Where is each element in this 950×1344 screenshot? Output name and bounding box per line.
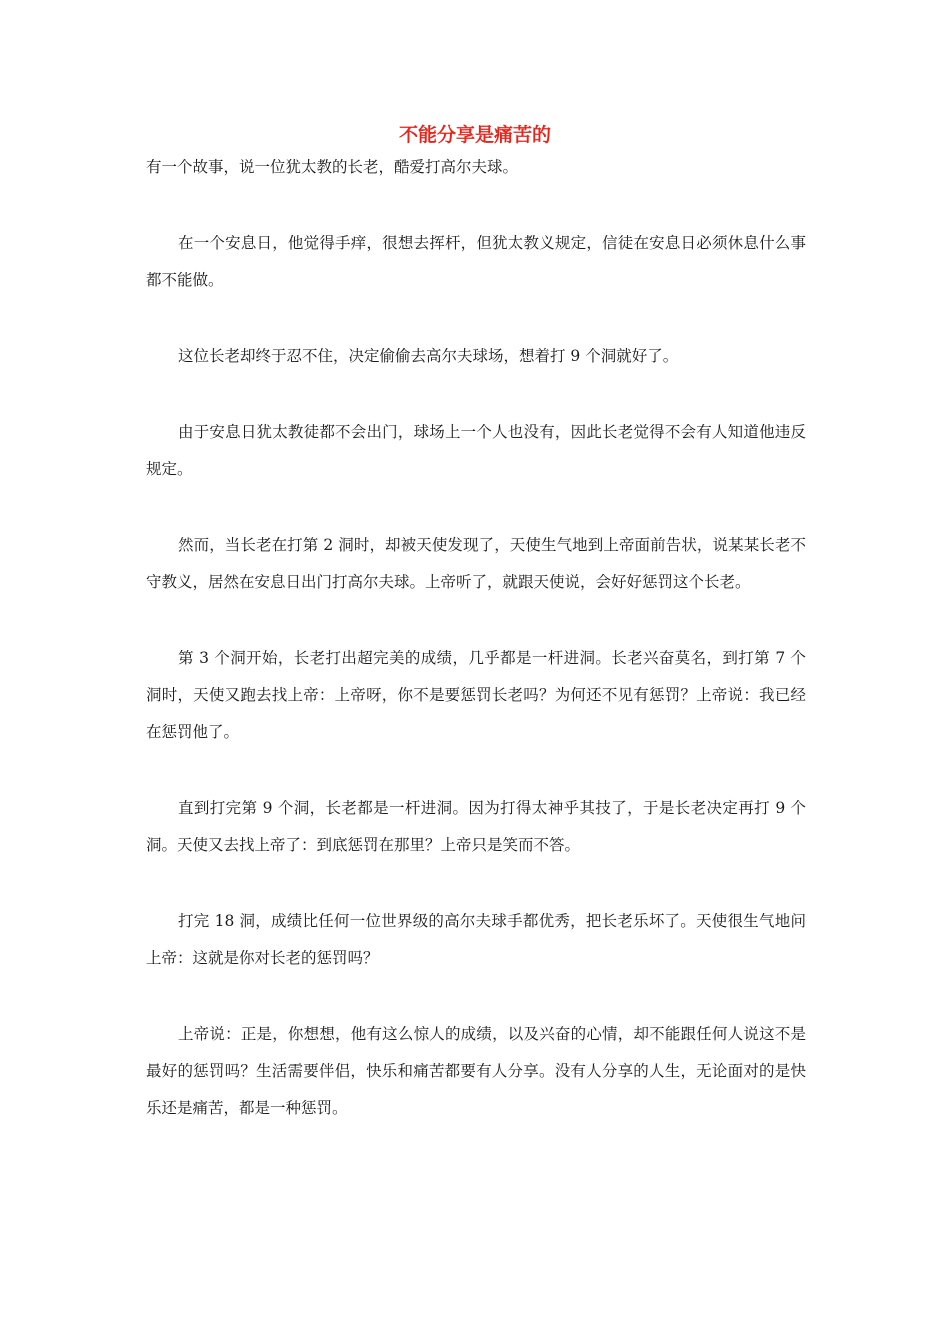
paragraph-6: 第 3 个洞开始，长老打出超完美的成绩，几乎都是一杆进洞。长老兴奋莫名，到打第 7 个洞时，天使又跑去找上帝：上帝呀，你不是要惩罚长老吗？为何还不见有惩罚？上帝说：我已经在惩罚他了。	[146, 649, 806, 741]
document-body	[146, 149, 806, 1166]
paragraph-9: 上帝说：正是，你想想，他有这么惊人的成绩，以及兴奋的心情，却不能跟任何人说这不是最好的惩罚吗？生活需要伴侣，快乐和痛苦都要有人分享。没有人分享的人生，无论面对的是快乐还是痛苦，都是一种惩罚。	[146, 1025, 806, 1117]
paragraph-8: 打完 18 洞，成绩比任何一位世界级的高尔夫球手都优秀，把长老乐坏了。天使很生气地问上帝：这就是你对长老的惩罚吗？	[146, 912, 806, 967]
paragraph-4: 由于安息日犹太教徒都不会出门，球场上一个人也没有，因此长老觉得不会有人知道他违反规定。	[146, 423, 806, 478]
paragraph-1: 有一个故事，说一位犹太教的长老，酷爱打高尔夫球。	[146, 158, 519, 176]
paragraph-3: 这位长老却终于忍不住，决定偷偷去高尔夫球场，想着打 9 个洞就好了。	[178, 347, 679, 365]
document-title: 不能分享是痛苦的	[398, 124, 551, 146]
paragraph-5: 然而，当长老在打第 2 洞时，却被天使发现了，天使生气地到上帝面前告状，说某某长老不守教义，居然在安息日出门打高尔夫球。上帝听了，就跟天使说，会好好惩罚这个长老。	[146, 536, 806, 591]
paragraph-2: 在一个安息日，他觉得手痒，很想去挥杆，但犹太教义规定，信徒在安息日必须休息什么事都不能做。	[146, 234, 806, 289]
paragraph-7: 直到打完第 9 个洞，长老都是一杆进洞。因为打得太神乎其技了，于是长老决定再打 9 个洞。天使又去找上帝了：到底惩罚在那里？上帝只是笑而不答。	[146, 799, 806, 854]
